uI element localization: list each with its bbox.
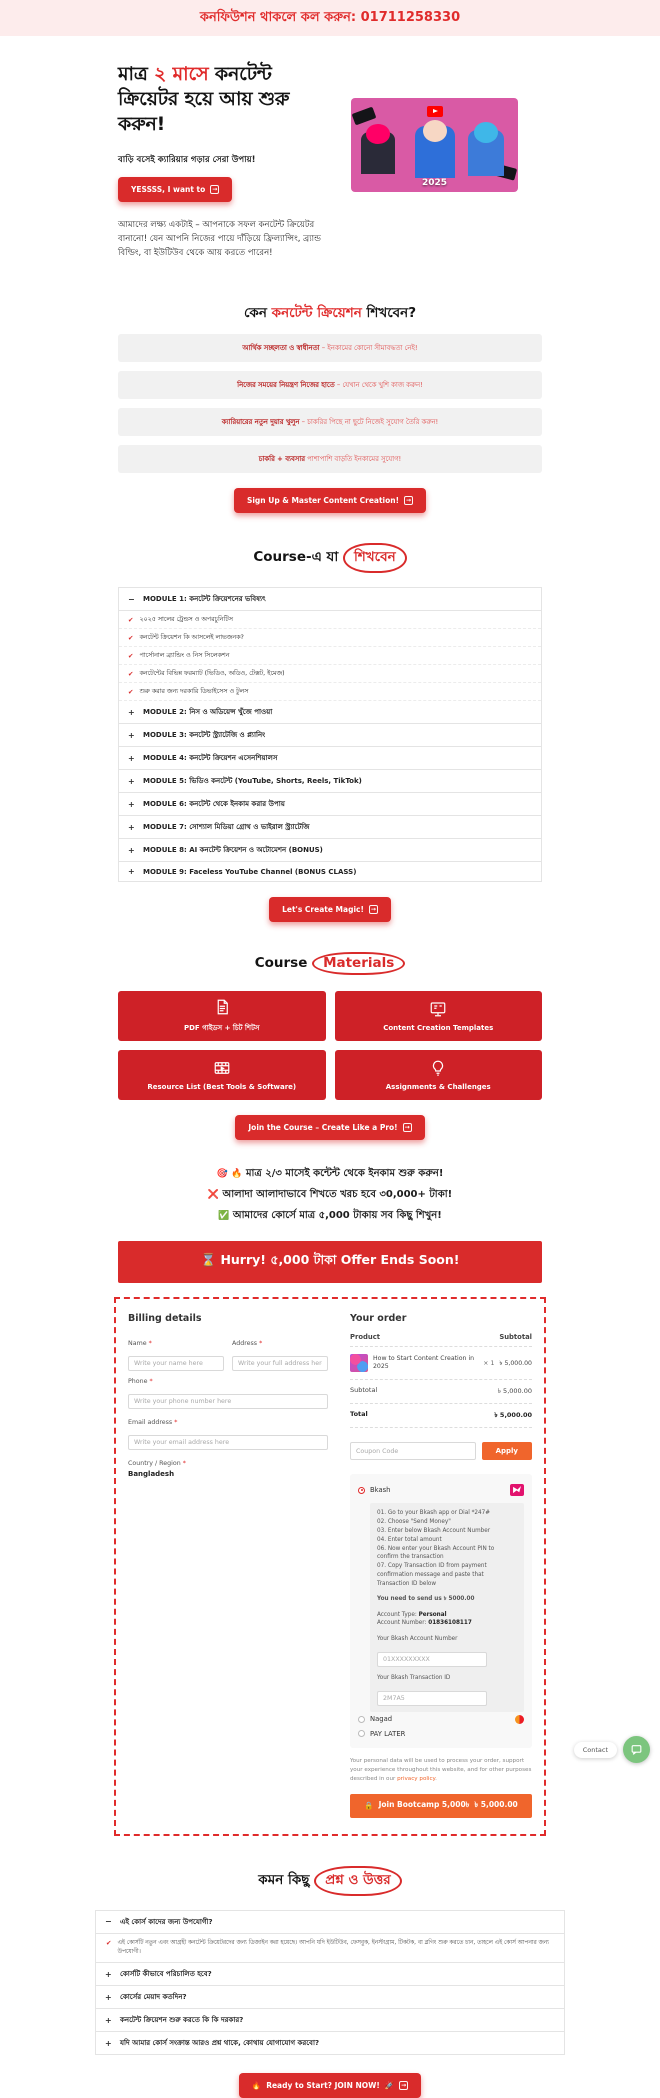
hero-cta-label: YESSSS, I want to [131, 185, 206, 195]
arrow-box-icon: → [212, 186, 218, 194]
checkout-section [114, 1297, 546, 1835]
module-topic-label: ২০২৫ সালের ট্রেন্ডস ও অপরচুনিটিস [139, 616, 233, 624]
signup-cta-button[interactable] [234, 488, 426, 513]
benefit-rest: পাশাপাশি বাড়তি ইনকামের সুযোগ! [304, 455, 402, 464]
product-thumbnail [350, 1354, 368, 1372]
hero-cta-button[interactable] [118, 177, 232, 202]
material-card-templates[interactable] [335, 991, 543, 1041]
subtotal-value: ৳ 5,000.00 [497, 1387, 532, 1396]
offer-line [118, 1166, 542, 1183]
benefit-rest: – যেখান থেকে খুশি কাজ করুন! [334, 381, 423, 390]
module-row-8[interactable] [119, 839, 541, 862]
module-row-9[interactable] [119, 862, 541, 882]
country-value: Bangladesh [128, 1470, 175, 1479]
benefit-card [118, 371, 542, 399]
chat-widget [574, 1736, 650, 1763]
rocket-icon: 🚀 [384, 2081, 395, 2091]
creator-figure [468, 130, 504, 176]
total-value: ৳ 5,000.00 [494, 1411, 532, 1420]
name-label [128, 1340, 224, 1347]
offer-section [118, 1166, 542, 1225]
footer-join-button[interactable] [239, 2073, 421, 2098]
plus-icon: + [128, 845, 135, 855]
material-label: Content Creation Templates [383, 1024, 494, 1033]
plus-icon: + [128, 730, 135, 740]
check-icon: ✔ [128, 651, 134, 660]
materials-heading-pre: Course [254, 955, 313, 972]
why-heading-post: শিখবেন? [361, 305, 417, 322]
instruction-step: 07. Copy Transaction ID from payment confirmation message and paste that Transaction ID below [377, 1563, 487, 1587]
bkash-radio[interactable] [358, 1487, 365, 1494]
faq-heading [0, 1866, 660, 1896]
total-row [350, 1404, 532, 1428]
offer-line-text: মাত্র ২/৩ মাসেই কন্টেন্ট থেকে ইনকাম শুরু করুন! [245, 1168, 444, 1180]
apply-coupon-button[interactable]: Apply [482, 1442, 532, 1460]
cross-icon: ❌ [207, 1190, 220, 1201]
faq-row-4[interactable] [96, 2009, 564, 2032]
module-topic-label: কনটেন্টের বিভিন্ন ফরম্যাট (ভিডিও, অডিও, টেক্সট, ইমেজ) [139, 670, 285, 678]
faq-answer [96, 1934, 564, 1964]
offer-banner-text: Hurry! ৫,000 টাকা Offer Ends Soon! [220, 1252, 460, 1268]
module-title: MODULE 9: Faceless YouTube Channel (BONUS CLASS) [143, 867, 357, 876]
course-heading-pre: Course-এ যা [253, 549, 343, 566]
bkash-bird-icon [513, 1486, 522, 1494]
account-number-value: 01836108117 [428, 1620, 472, 1627]
required-mark: * [148, 1340, 152, 1348]
faq-heading-highlight: প্রশ্ন ও উত্তর [314, 1866, 402, 1896]
module-title: MODULE 2: নিস ও অডিয়েন্স খুঁজে পাওয়া [143, 708, 273, 717]
instruction-step: 03. Enter below Bkash Account Number [377, 1527, 491, 1534]
module-row-3[interactable] [119, 724, 541, 747]
col-subtotal: Subtotal [499, 1333, 532, 1342]
benefit-rest: – চাকরির পিছে না ছুটে নিজেই সুযোগ তৈরি করুন! [299, 418, 439, 427]
col-product: Product [350, 1333, 380, 1342]
phone-field[interactable] [128, 1394, 328, 1409]
fire-icon: 🔥 [251, 2081, 262, 2091]
chat-bubble-icon [630, 1743, 643, 1756]
join-course-cta-button[interactable] [235, 1115, 424, 1140]
hero-title-post: কনটেন্ট ক্রিয়েটর হয়ে আয় শুরু করুন! [118, 63, 290, 136]
module-row-5[interactable] [119, 770, 541, 793]
plus-icon: + [128, 707, 135, 717]
bkash-number-label: Your Bkash Account Number [377, 1636, 458, 1643]
bulb-icon [429, 1059, 447, 1077]
nagad-radio[interactable] [358, 1716, 365, 1723]
why-section [118, 302, 542, 513]
hero-title-pre: মাত্র [118, 63, 155, 85]
email-label-text: Email address [128, 1419, 173, 1427]
material-card-assignments[interactable] [335, 1050, 543, 1100]
youtube-icon [427, 106, 443, 117]
module-title: MODULE 7: সোশ্যাল মিডিয়া গ্রোথ ও ভাইরাল স্ট্র্যাটেজি [143, 823, 310, 832]
bkash-icon [510, 1484, 524, 1496]
material-card-resources[interactable] [118, 1050, 326, 1100]
benefit-card [118, 334, 542, 362]
offer-line-text: আমাদের কোর্সে মাত্র ৫,000 টাকায় সব কিছু শিখুন! [232, 1210, 442, 1222]
country-label-text: Country / Region [128, 1460, 181, 1468]
bkash-option[interactable] [358, 1481, 524, 1499]
benefit-bold: ক্যারিয়ারের নতুন দুয়ার খুলুন [221, 418, 300, 427]
module-title: MODULE 5: ভিডিও কনটেন্ট (YouTube, Shorts, Reels, TikTok) [143, 777, 362, 786]
billing-heading: Billing details [128, 1313, 202, 1325]
chat-contact-label[interactable]: Contact [574, 1742, 617, 1758]
plus-icon: + [105, 1992, 112, 2002]
privacy-note [350, 1757, 532, 1784]
required-mark: * [174, 1419, 178, 1427]
paylater-option[interactable] [358, 1727, 524, 1741]
faq-accordion [95, 1910, 565, 2056]
arrow-box-icon: → [404, 1124, 410, 1132]
arrow-box-icon: → [406, 497, 412, 505]
pdf-icon [213, 998, 231, 1016]
email-label [128, 1419, 328, 1426]
module-row-7[interactable] [119, 816, 541, 839]
account-type-value: Personal [418, 1611, 447, 1618]
billing-details [128, 1313, 328, 1817]
film-icon [213, 1059, 231, 1077]
faq-question: কোর্সের মেয়াদ কতদিন? [120, 1993, 187, 2002]
material-label: Assignments & Challenges [385, 1083, 491, 1092]
plus-icon: + [105, 2038, 112, 2048]
signup-cta-label: Sign Up & Master Content Creation! [246, 496, 400, 506]
phone-label [128, 1378, 328, 1385]
check-icon: ✔ [128, 669, 134, 678]
check-icon: ✔ [128, 633, 134, 642]
email-field[interactable] [128, 1435, 328, 1450]
plus-icon: + [105, 1969, 112, 1979]
faq-question: কনটেন্ট ক্রিয়েশন শুরু করতে কি কি দরকার? [120, 2016, 244, 2025]
instruction-step: 02. Choose "Send Money" [377, 1519, 451, 1526]
check-icon: ✔ [128, 687, 134, 696]
required-mark: * [182, 1460, 186, 1468]
plus-icon: + [128, 753, 135, 763]
module-topic [119, 665, 541, 683]
total-label: Total [350, 1410, 368, 1419]
phone-banner-text: কনফিউশন থাকলে কল করুন: 01711258330 [199, 9, 461, 25]
module-topic [119, 629, 541, 647]
plus-icon: + [128, 799, 135, 809]
bkash-instructions [370, 1503, 524, 1712]
offer-line-text: আলাদা আলাদাভাবে শিখতে খরচ হবে ৩0,000+ টাকা! [222, 1189, 453, 1201]
check-icon: ✔ [128, 615, 134, 624]
module-row-6[interactable] [119, 793, 541, 816]
join-bootcamp-label: Join Bootcamp 5,000৳ [378, 1799, 470, 1809]
account-type-label: Account Type: [377, 1611, 419, 1618]
bkash-label: Bkash [370, 1486, 391, 1495]
materials-heading [118, 952, 542, 975]
send-amount-note [377, 1595, 517, 1604]
hero-image [351, 98, 518, 192]
hero-section [118, 36, 542, 260]
nagad-option[interactable] [358, 1712, 524, 1727]
instruction-step: 06. Now enter your Bkash Account PIN to confirm the transaction [377, 1545, 495, 1561]
name-label-text: Name [128, 1340, 147, 1348]
module-topic-label: পার্সোনাল ব্র্যান্ডিং ও নিস সিলেকশন [139, 652, 230, 660]
minus-icon: − [128, 594, 135, 604]
hourglass-icon: ⌛ [200, 1252, 217, 1268]
required-mark: * [149, 1378, 153, 1386]
materials-grid [118, 991, 542, 1100]
creator-figure [415, 126, 455, 178]
benefit-rest: – ইনকামের কোনো সীমাবদ্ধতা নেই! [319, 344, 418, 353]
order-heading: Your order [350, 1313, 407, 1325]
nagad-label: Nagad [370, 1715, 393, 1724]
benefit-bold: নিজের সময়ের নিয়ন্ত্রণ নিজের হাতে [237, 381, 335, 390]
hero-description: আমাদের লক্ষ্য একটাই – আপনাকে সফল কনটেন্ট ক্রিয়েটর বানানো! যেন আপনি নিজের পায়ে দাঁড়িয়ে ফ্রিল্যান্সিং, ব্র্যান্ড বিল্ডিং, বা ইউটিউব থেকে আয় করতে পারেন! [118, 220, 321, 259]
module-topic-label: শুরু করার জন্য দরকারি ডিভাইসেস ও টুলস [139, 688, 249, 696]
top-phone-banner [0, 0, 660, 36]
why-heading-pre: কেন [243, 305, 272, 322]
module-title: MODULE 8: AI কনটেন্ট ক্রিয়েশন ও অটোমেশন (BONUS) [143, 846, 323, 855]
country-label [128, 1460, 328, 1467]
bkash-number-field[interactable] [377, 1652, 487, 1667]
module-row-4[interactable] [119, 747, 541, 770]
tick-icon: ✅ [218, 1211, 230, 1222]
faq-row-3[interactable] [96, 1986, 564, 2009]
materials-heading-highlight: Materials [312, 952, 405, 975]
faq-heading-pre: কমন কিছু [258, 1871, 315, 1888]
check-icon: ✔ [106, 1938, 112, 1947]
chat-button[interactable] [623, 1736, 650, 1763]
course-heading-highlight: শিখবেন [343, 543, 407, 573]
faq-question: এই কোর্স কাদের জন্য উপযোগী? [120, 1917, 213, 1926]
account-info [377, 1611, 517, 1629]
paylater-label: PAY LATER [370, 1729, 406, 1738]
faq-row-5[interactable] [96, 2032, 564, 2055]
arrow-box-icon: → [370, 906, 376, 914]
camera-icon [352, 107, 377, 126]
coupon-input[interactable] [350, 1442, 476, 1460]
module-row-2[interactable] [119, 701, 541, 724]
required-mark: * [259, 1340, 263, 1348]
product-name: How to Start Content Creation in 2025 [373, 1354, 475, 1371]
template-icon [429, 1000, 447, 1018]
module-topic-label: কনটেন্ট ক্রিয়েশন কি আসলেই লাভজনক? [139, 634, 244, 642]
address-label-text: Address [232, 1340, 258, 1348]
plus-icon: + [128, 776, 135, 786]
paylater-radio[interactable] [358, 1730, 365, 1737]
material-label: PDF গাইডস + চিট শিটস [183, 1024, 260, 1033]
magic-cta-label: Let's Create Magic! [282, 905, 364, 915]
hero-subtitle: বাড়ি বসেই ক্যারিয়ার গড়ার সেরা উপায়! [118, 155, 256, 166]
offer-banner [118, 1241, 542, 1283]
subtotal-label: Subtotal [350, 1386, 378, 1395]
plus-icon: + [128, 822, 135, 832]
module-title: MODULE 4: কনটেন্ট ক্রিয়েশন এসেনশিয়ালস [143, 754, 278, 763]
address-label [232, 1340, 328, 1347]
offer-line [118, 1187, 542, 1204]
benefit-bold: আর্থিক সচ্ছলতা ও স্বাধীনতা [242, 344, 320, 353]
trx-id-label: Your Bkash Transaction ID [377, 1675, 451, 1682]
module-topic [119, 611, 541, 629]
fire-icon: 🔥 [231, 1169, 243, 1180]
minus-icon: − [105, 1917, 112, 1927]
footer-join-label: Ready to Start? JOIN NOW! [266, 2081, 380, 2091]
faq-row-1[interactable] [96, 1911, 564, 1934]
plus-icon: + [105, 2015, 112, 2025]
hero-image-year: 2025 [421, 178, 448, 188]
why-heading [118, 302, 542, 325]
hero-title-highlight: ২ মাসে [154, 63, 209, 85]
subtotal-row [350, 1380, 532, 1404]
module-title: MODULE 1: কনটেন্ট ক্রিয়েশনের ভবিষ্যৎ [143, 595, 266, 604]
hero-title [118, 62, 333, 137]
benefit-card [118, 445, 542, 473]
plus-icon: + [128, 867, 135, 877]
name-field[interactable] [128, 1356, 224, 1371]
target-icon: 🎯 [216, 1169, 228, 1180]
material-card-pdf[interactable] [118, 991, 326, 1041]
send-note-amount: ৳ 5000.00 [443, 1595, 475, 1602]
faq-question: কোর্সটি কীভাবে পরিচালিত হবে? [120, 1970, 212, 1979]
benefit-card [118, 408, 542, 436]
join-course-cta-label: Join the Course – Create Like a Pro! [248, 1123, 398, 1133]
join-bootcamp-price: ৳ 5,000.00 [474, 1799, 518, 1809]
phone-label-text: Phone [128, 1378, 148, 1386]
module-topic [119, 683, 541, 701]
faq-row-2[interactable] [96, 1963, 564, 1986]
benefit-bold: চাকরি + ব্যবসার [258, 455, 305, 464]
send-note-pre: You need to send us [377, 1595, 444, 1602]
magic-cta-button[interactable] [269, 897, 391, 922]
product-price: ৳ 5,000.00 [499, 1359, 532, 1367]
faq-answer-text: এই কোর্সটি নতুন এবং আগ্রহী কনটেন্ট ক্রিয়েটরদের জন্য ডিজাইন করা হয়েছে। আপনি যদি ইউটিউব, ফেসবুক, ইনস্টাগ্রাম, টিকটক, বা ব্লগিং শুরু করতে চান, তাহলে এই কোর্স আপনার জন্য উপযোগী। [117, 1939, 549, 1955]
module-title: MODULE 3: কনটেন্ট স্ট্র্যাটেজি ও প্ল্যানিং [143, 731, 266, 740]
order-table-header [350, 1333, 532, 1347]
module-topic [119, 647, 541, 665]
order-summary [350, 1313, 532, 1817]
address-field[interactable] [232, 1356, 328, 1371]
lock-icon: 🔒 [364, 1801, 374, 1811]
nagad-icon [515, 1715, 524, 1724]
faq-question: যদি আমার কোর্স সংক্রান্ত আরও প্রশ্ন থাকে, কোথায় যোগাযোগ করবো? [120, 2039, 320, 2048]
order-product-row [350, 1347, 532, 1380]
module-row-1[interactable] [119, 588, 541, 611]
product-qty: × 1 [483, 1359, 495, 1367]
instruction-step: 01. Go to your Bkash app or Dial *247# [377, 1510, 491, 1517]
why-heading-highlight: কনটেন্ট ক্রিয়েশন [271, 305, 362, 322]
instruction-step: 04. Enter total amount [377, 1536, 442, 1543]
privacy-text-end: . [435, 1775, 437, 1782]
creator-figure [361, 132, 395, 174]
material-label: Resource List (Best Tools & Software) [147, 1083, 297, 1092]
account-number-label: Account Number: [377, 1620, 429, 1627]
arrow-box-icon: → [401, 2082, 407, 2090]
offer-line [118, 1208, 542, 1225]
join-bootcamp-button[interactable] [350, 1794, 532, 1818]
payment-methods [350, 1474, 532, 1748]
module-title: MODULE 6: কনটেন্ট থেকে ইনকাম করার উপায় [143, 800, 285, 809]
course-heading [118, 543, 542, 573]
privacy-policy-link[interactable]: privacy policy [397, 1775, 436, 1782]
trx-id-field[interactable] [377, 1691, 487, 1706]
modules-accordion [118, 587, 542, 882]
privacy-text: Your personal data will be used to process your order, support your experience throughout this website, and for other purposes described in our [350, 1757, 532, 1782]
